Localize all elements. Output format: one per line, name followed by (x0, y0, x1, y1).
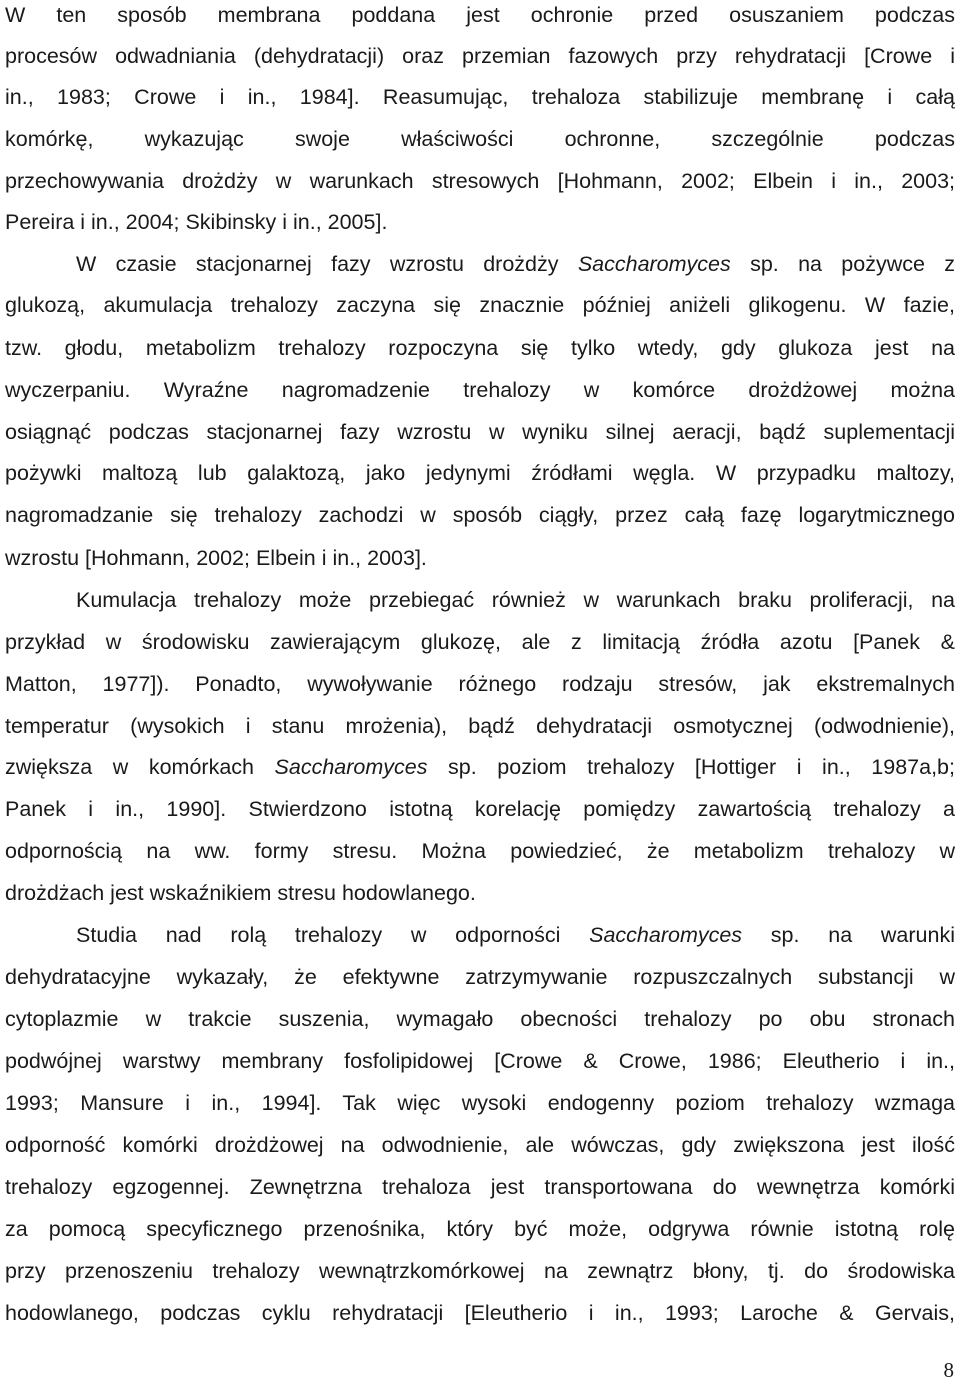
text-line: odporność komórki drożdżowej na odwodnienie, ale wówczas, gdy zwiększona jest ilość (5, 1133, 955, 1157)
italic-term: Saccharomyces (274, 755, 428, 779)
text-line: przechowywania drożdży w warunkach stresowych [Hohmann, 2002; Elbein i in., 2003; (5, 169, 955, 193)
text-line: wzrostu [Hohmann, 2002; Elbein i in., 2003]. (5, 546, 427, 570)
text-line: temperatur (wysokich i stanu mrożenia), bądź dehydratacji osmotycznej (odwodnienie), (5, 714, 955, 738)
text-line: drożdżach jest wskaźnikiem stresu hodowlanego. (5, 881, 476, 905)
text-line: tzw. głodu, metabolizm trehalozy rozpoczyna się tylko wtedy, gdy glukoza jest na (5, 336, 955, 360)
text-line: glukozą, akumulacja trehalozy zaczyna się znacznie później aniżeli glikogenu. W fazie, (5, 293, 955, 317)
text-line: in., 1983; Crowe i in., 1984]. Reasumując, trehaloza stabilizuje membranę i całą (5, 85, 955, 109)
text-line: podwójnej warstwy membrany fosfolipidowej [Crowe & Crowe, 1986; Eleutherio i in., (5, 1049, 955, 1073)
text-line: odpornością na ww. formy stresu. Można powiedzieć, że metabolizm trehalozy w (5, 839, 955, 863)
text-line: hodowlanego, podczas cyklu rehydratacji [Eleutherio i in., 1993; Laroche & Gervais, (5, 1301, 955, 1325)
text-line: osiągnąć podczas stacjonarnej fazy wzrostu w wyniku silnej aeracji, bądź suplementacji (5, 420, 955, 444)
text-line: Pereira i in., 2004; Skibinsky i in., 2005]. (5, 210, 388, 234)
page-number: 8 (943, 1358, 954, 1382)
italic-term: Saccharomyces (589, 923, 743, 947)
text-line: nagromadzanie się trehalozy zachodzi w sposób ciągły, przez całą fazę logarytmicznego (5, 503, 955, 527)
text-line: Panek i in., 1990]. Stwierdzono istotną korelację pomiędzy zawartością trehalozy a (5, 797, 955, 821)
text-line: wyczerpaniu. Wyraźne nagromadzenie trehalozy w komórce drożdżowej można (5, 378, 955, 402)
paragraph-first-line: W czasie stacjonarnej fazy wzrostu drożdży Saccharomyces sp. na pożywce z (76, 252, 955, 276)
text-line: W ten sposób membrana poddana jest ochronie przed osuszaniem podczas (5, 3, 955, 27)
text-line: za pomocą specyficznego przenośnika, który być może, odgrywa równie istotną rolę (5, 1217, 955, 1241)
italic-term: Saccharomyces (577, 252, 731, 276)
text-line: pożywki maltozą lub galaktozą, jako jedynymi źródłami węgla. W przypadku maltozy, (5, 461, 955, 485)
text-line: dehydratacyjne wykazały, że efektywne zatrzymywanie rozpuszczalnych substancji w (5, 965, 955, 989)
text-line: trehalozy egzogennej. Zewnętrzna trehaloza jest transportowana do wewnętrza komórki (5, 1175, 955, 1199)
text-line: Matton, 1977]). Ponadto, wywoływanie różnego rodzaju stresów, jak ekstremalnych (5, 672, 955, 696)
paragraph-first-line: Studia nad rolą trehalozy w odporności Saccharomyces sp. na warunki (76, 923, 955, 947)
text-line: zwiększa w komórkach Saccharomyces sp. poziom trehalozy [Hottiger i in., 1987a,b; (5, 755, 955, 779)
text-line: przykład w środowisku zawierającym glukozę, ale z limitacją źródła azotu [Panek & (5, 630, 955, 654)
text-line: procesów odwadniania (dehydratacji) oraz przemian fazowych przy rehydratacji [Crowe i (5, 44, 955, 68)
text-line: cytoplazmie w trakcie suszenia, wymagało obecności trehalozy po obu stronach (5, 1007, 955, 1031)
text-line: przy przenoszeniu trehalozy wewnątrzkomórkowej na zewnątrz błony, tj. do środowiska (5, 1259, 955, 1283)
text-line: 1993; Mansure i in., 1994]. Tak więc wysoki endogenny poziom trehalozy wzmaga (5, 1091, 955, 1115)
text-line: komórkę, wykazując swoje właściwości ochronne, szczególnie podczas (5, 127, 955, 151)
paragraph-first-line: Kumulacja trehalozy może przebiegać również w warunkach braku proliferacji, na (76, 588, 955, 612)
